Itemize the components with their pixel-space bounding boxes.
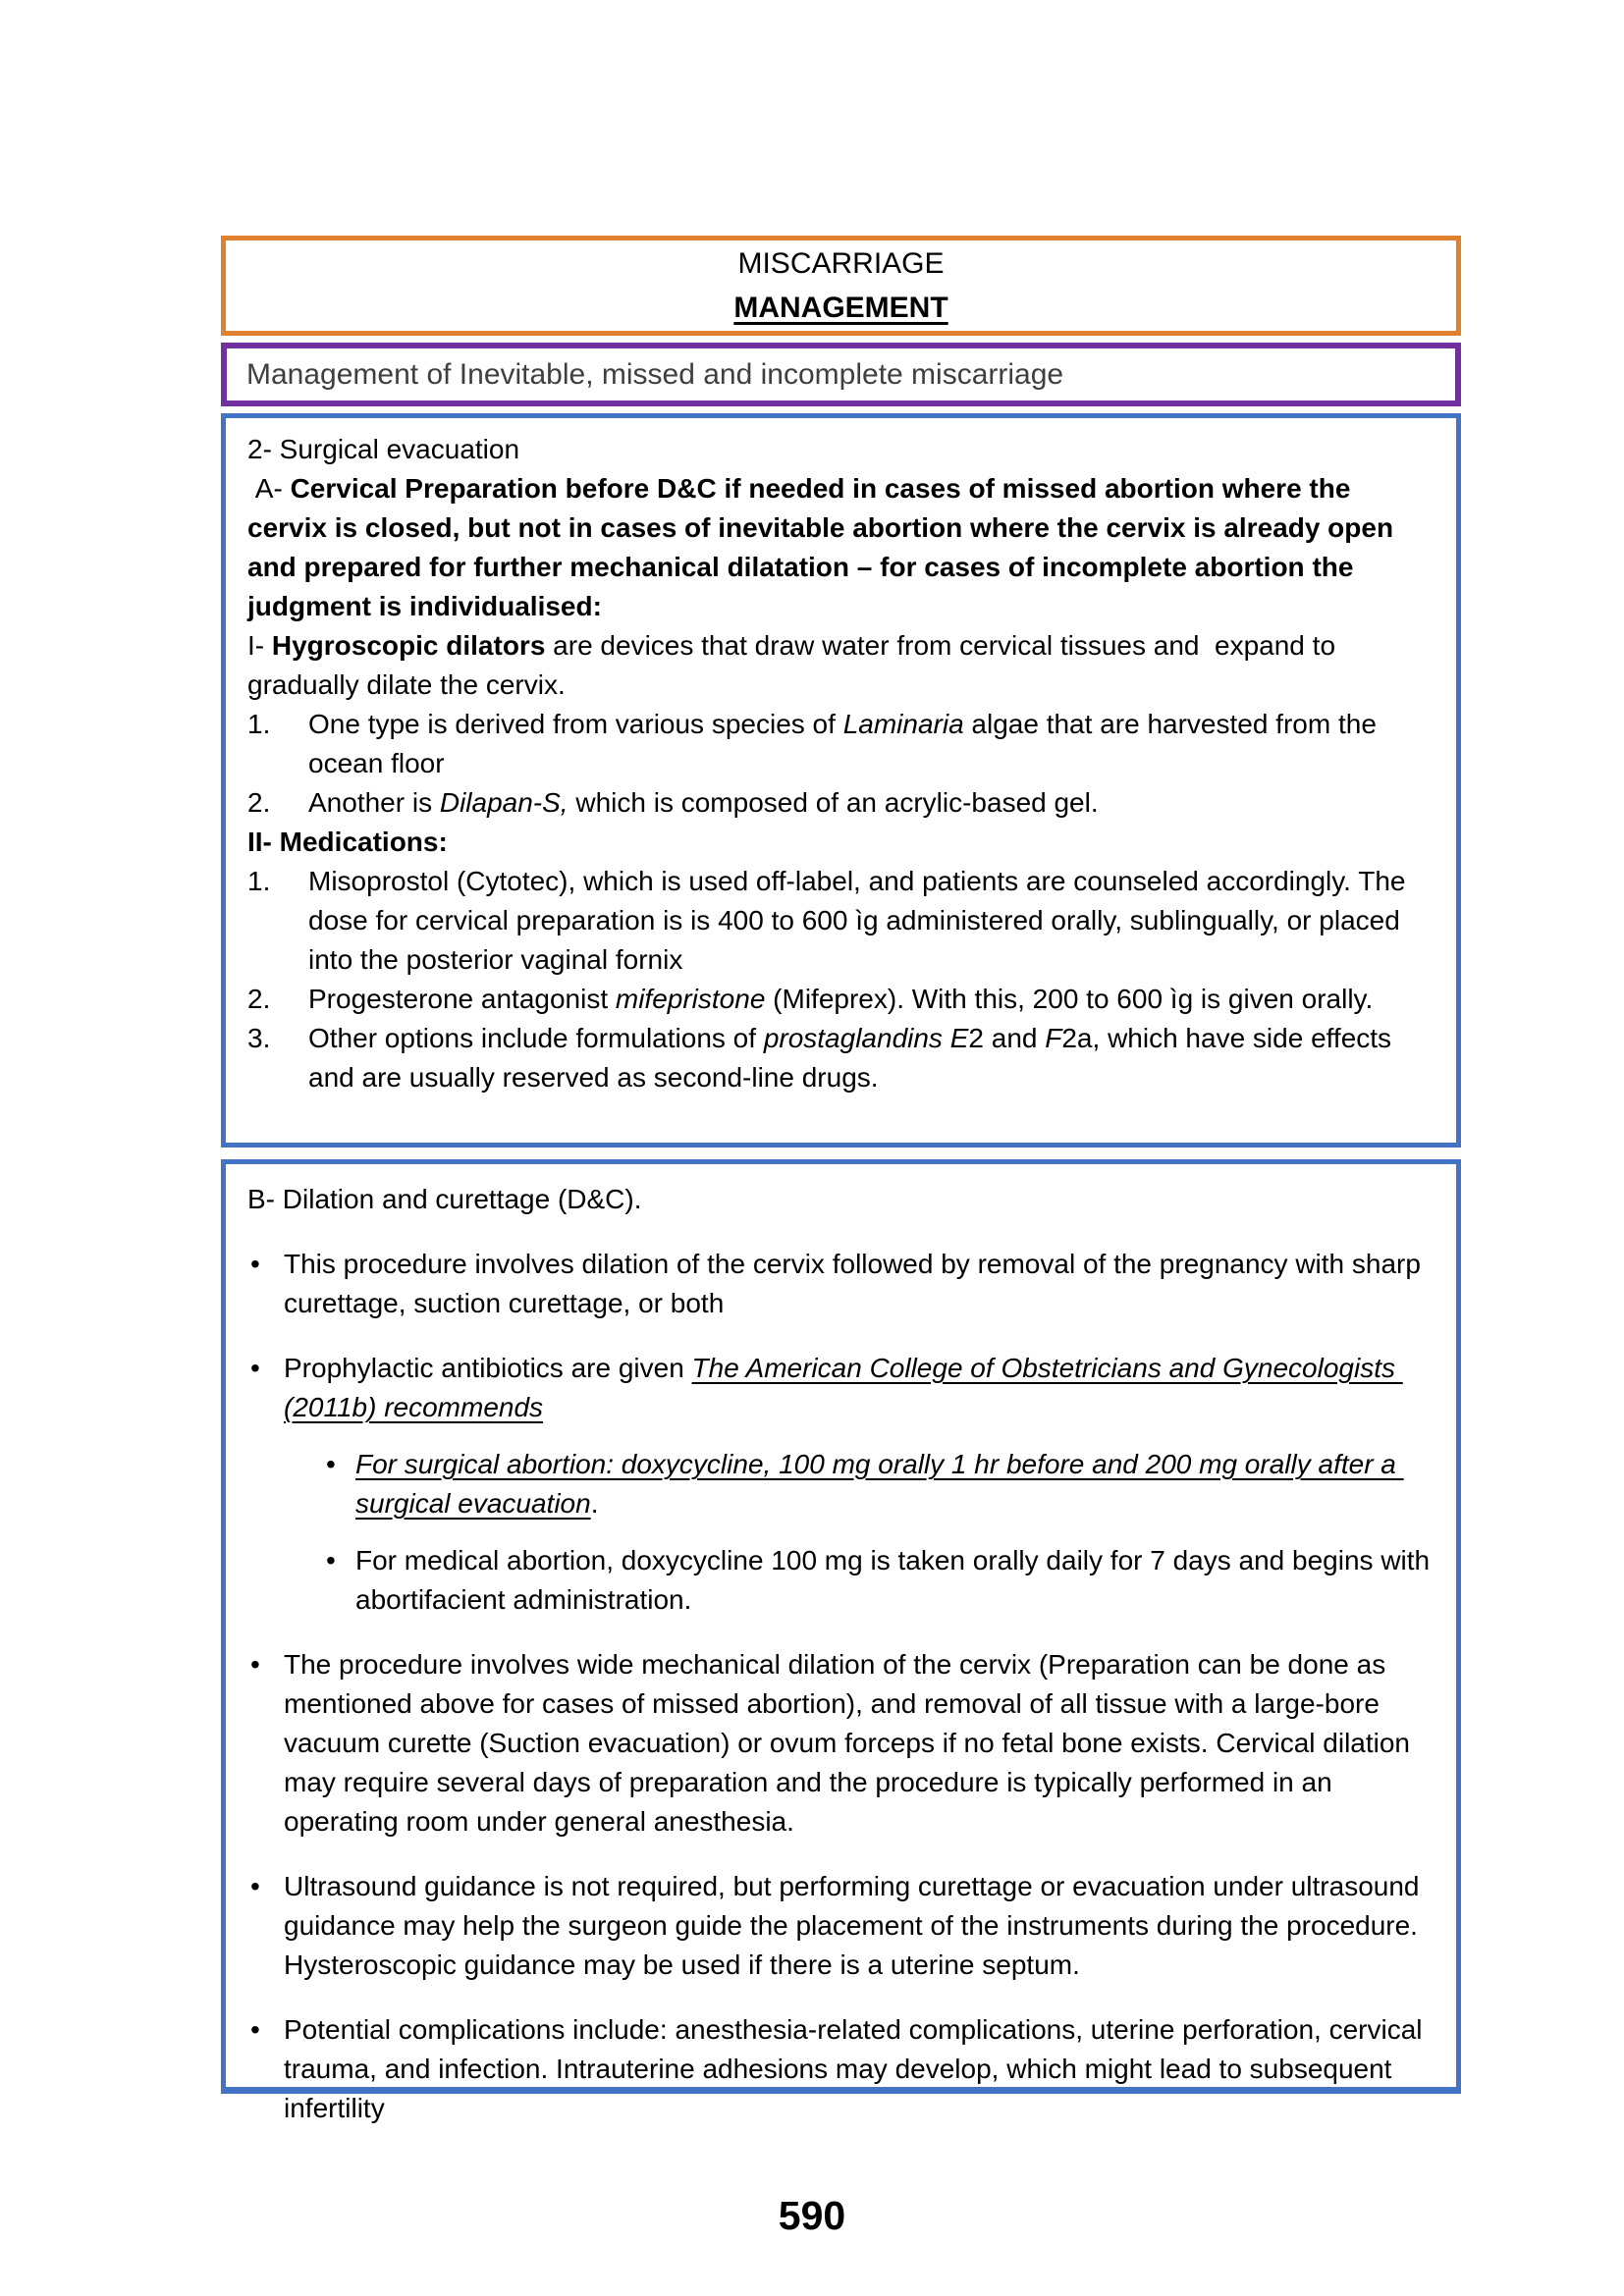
bullet-icon: • <box>250 1353 260 1383</box>
paragraph <box>247 469 1435 626</box>
bullet-icon: • <box>326 1545 336 1575</box>
paragraph <box>247 430 1435 469</box>
list-item <box>247 1645 1435 1842</box>
list-number: 1. <box>247 709 271 739</box>
page-number: 590 <box>778 2193 846 2238</box>
text-content: Ultrasound guidance is not required, but performing curettage or evacuation under ultrasound guidance may help the surgeon guide the placement of the instruments during the procedure. Hysteroscopic guidance may be used if there is a uterine septum. <box>284 1871 1428 1980</box>
list-item <box>247 1019 1435 1097</box>
bullet-icon: • <box>250 2014 260 2045</box>
list-item <box>247 705 1435 783</box>
text-content: A- Cervical Preparation before D&C if needed in cases of missed abortion where the cervix is closed, but not in cases of inevitable abortion where the cervix is already open and prepared for further mechanical dilatation – for cases of incomplete abortion the judgment is individualised: <box>247 473 1401 621</box>
list-item <box>247 862 1435 980</box>
bullet-icon: • <box>250 1871 260 1901</box>
bullet-icon: • <box>250 1649 260 1680</box>
list-number: 2. <box>247 984 271 1014</box>
list-item <box>326 1445 1435 1523</box>
text-content: 2- Surgical evacuation <box>247 434 520 464</box>
list-item <box>247 1245 1435 1323</box>
list-number: 2. <box>247 787 271 818</box>
text-content: II- Medications: <box>247 827 448 857</box>
text-content: Prophylactic antibiotics are given The American College of Obstetricians and Gynecologists (2011b) recommends <box>284 1353 1403 1422</box>
text-content: Other options include formulations of prostaglandins E2 and F2a, which have side effects and are usually reserved as second-line drugs. <box>308 1023 1399 1093</box>
page-title: MISCARRIAGE <box>737 247 945 280</box>
text-content: This procedure involves dilation of the cervix followed by removal of the pregnancy with sharp curettage, suction curettage, or both <box>284 1249 1429 1318</box>
list-item <box>247 1349 1435 1427</box>
text-content: Progesterone antagonist mifepristone (Mifeprex). With this, 200 to 600 ìg is given orally. <box>308 984 1374 1014</box>
list-item <box>247 783 1435 823</box>
subtitle-text: Management of Inevitable, missed and incomplete miscarriage <box>246 357 1064 391</box>
list-number: 3. <box>247 1023 271 1053</box>
text-content: The procedure involves wide mechanical dilation of the cervix (Preparation can be done as mentioned above for cases of missed abortion), and removal of all tissue with a large-bore vacuum curette (Suction evacuation) or ovum forceps if no fetal bone exists. Cervical dilation may require several days of preparation and the procedure is typically performed in an operating room under general anesthesia. <box>284 1649 1418 1837</box>
paragraph <box>247 1180 1435 1219</box>
list-item <box>247 980 1435 1019</box>
list-item <box>247 2010 1435 2128</box>
text-content: I- Hygroscopic dilators are devices that draw water from cervical tissues and expand to gradually dilate the cervix. <box>247 630 1343 700</box>
surgical-evacuation-box <box>221 413 1461 1148</box>
paragraph <box>247 823 1435 862</box>
subtitle-box <box>221 343 1461 406</box>
dilation-curettage-box <box>221 1159 1461 2123</box>
bullet-icon: • <box>326 1449 336 1479</box>
text-content: Misoprostol (Cytotec), which is used off-label, and patients are counseled accordingly. The dose for cervical preparation is is 400 to 600 ìg administered orally, sublingually, or placed into the posterior vaginal fornix <box>308 866 1414 975</box>
list-item <box>247 1867 1435 1985</box>
text-content: Another is Dilapan-S, which is composed of an acrylic-based gel. <box>308 787 1099 818</box>
text-content: One type is derived from various species of Laminaria algae that are harvested from the ocean floor <box>308 709 1384 778</box>
text-content: Potential complications include: anesthesia-related complications, uterine perforation, cervical trauma, and infection. Intrauterine adhesions may develop, which might lead to subsequent infertility <box>284 2014 1431 2123</box>
paragraph <box>247 626 1435 705</box>
bullet-icon: • <box>250 1249 260 1279</box>
list-number: 1. <box>247 866 271 896</box>
page-subtitle-management: MANAGEMENT <box>733 292 948 324</box>
text-content: B- Dilation and curettage (D&C). <box>247 1184 642 1214</box>
text-content: For medical abortion, doxycycline 100 mg is taken orally daily for 7 days and begins with abortifacient administration. <box>355 1545 1437 1615</box>
title-box <box>221 236 1461 336</box>
text-content: For surgical abortion: doxycycline, 100 mg orally 1 hr before and 200 mg orally after a surgical evacuation. <box>355 1449 1404 1519</box>
list-item <box>326 1541 1435 1620</box>
